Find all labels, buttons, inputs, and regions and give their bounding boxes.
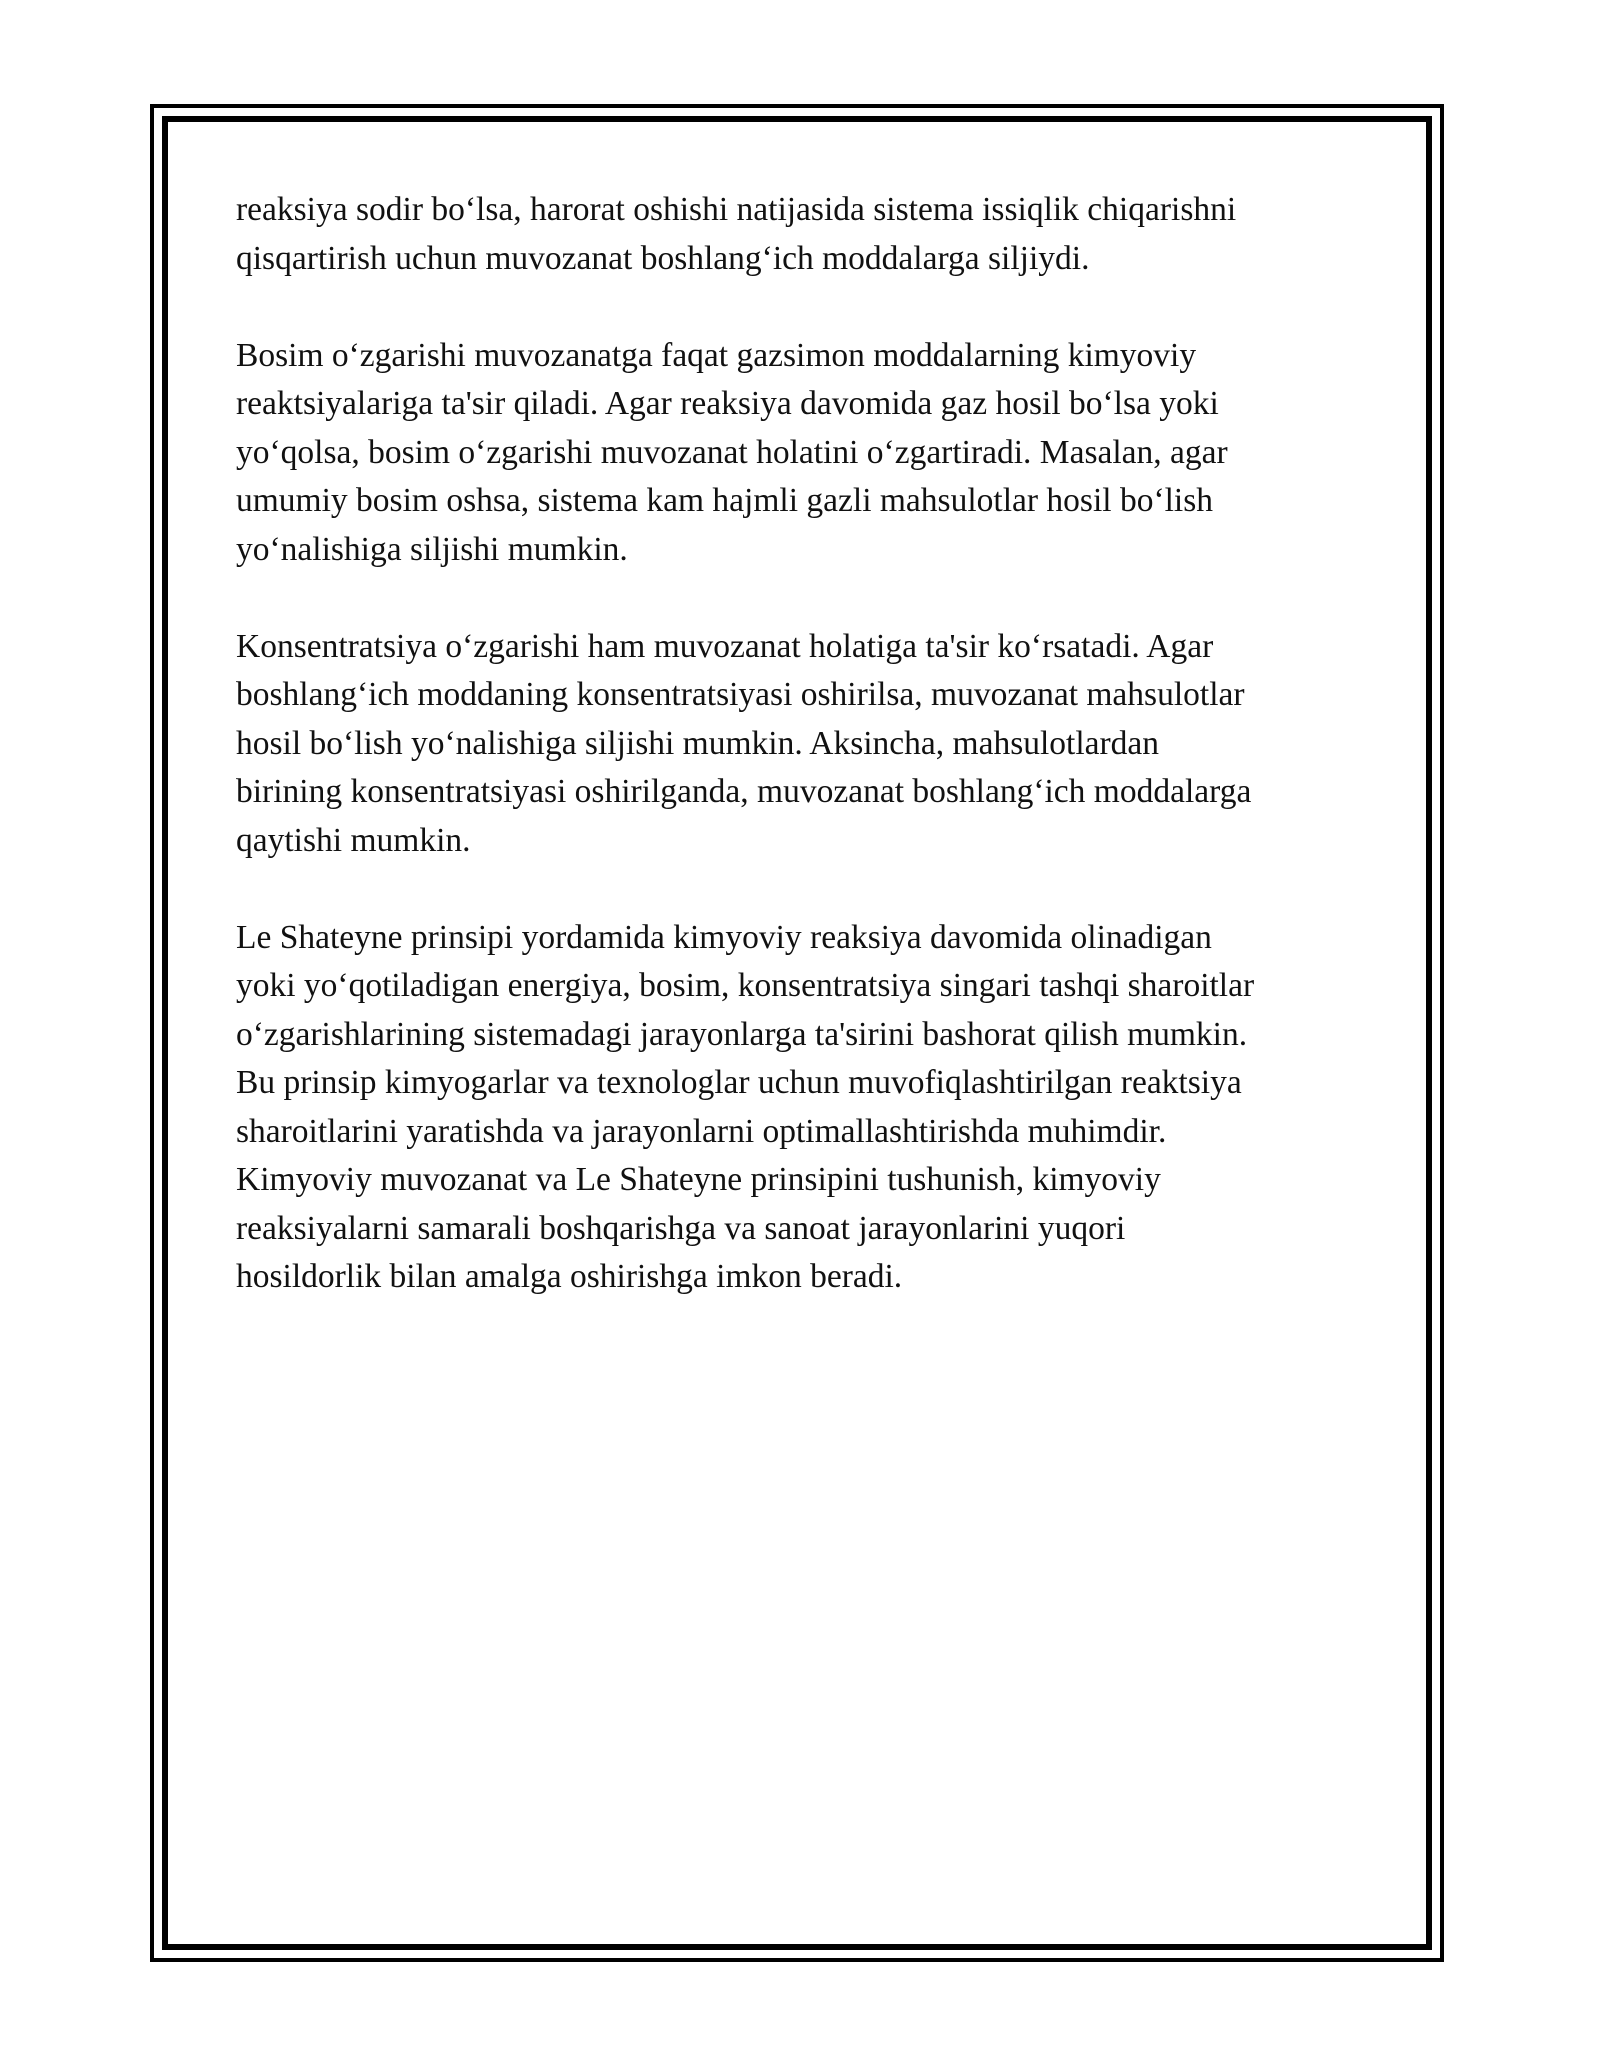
paragraph-pressure-effect: Bosim o‘zgarishi muvozanatga faqat gazsimon moddalarning kimyoviy reaktsiyalariga ta'sir qiladi. Agar reaksiya davomida gaz hosil bo‘lsa yoki yo‘qolsa, bosim o‘zgarishi muvozanat holatini o‘zgartiradi. Masalan, agar umumiy bosim oshsa, sistema kam hajmli gazli mahsulotlar hosil bo‘lish yo‘nalishiga siljishi mumkin. xyxy=(236,336,1228,568)
paragraph-temperature-effect: reaksiya sodir bo‘lsa, harorat oshishi natijasida sistema issiqlik chiqarishni qisqartirish uchun muvozanat boshlang‘ich moddalarga siljiydi. xyxy=(236,191,1237,277)
paragraph-le-chatelier-summary: Le Shateyne prinsipi yordamida kimyoviy reaksiya davomida olinadigan yoki yo‘qotiladigan energiya, bosim, konsentratsiya singari tashqi sharoitlar o‘zgarishlarining sistemadagi jarayonlarga ta'sirini bashorat qilish mumkin. Bu prinsip kimyogarlar va texnologlar uchun muvofiqlashtirilgan reaktsiya sharoitlarini yaratishda va jarayonlarni optimallashtirishda muhimdir. Kimyoviy muvozanat va Le Shateyne prinsipini tushunish, kimyoviy reaksiyalarni samarali boshqarishga va sanoat jarayonlarini yuqori hosildorlik bilan amalga oshirishga imkon beradi. xyxy=(236,918,1255,1295)
paragraph-concentration-effect: Konsentratsiya o‘zgarishi ham muvozanat holatiga ta'sir ko‘rsatadi. Agar boshlang‘ich moddaning konsentratsiyasi oshirilsa, muvozanat mahsulotlar hosil bo‘lish yo‘nalishiga siljishi mumkin. Aksincha, mahsulotlardan birining konsentratsiyasi oshirilganda, muvozanat boshlang‘ich moddalarga qaytishi mumkin. xyxy=(236,627,1252,859)
page-content xyxy=(236,186,1376,1350)
